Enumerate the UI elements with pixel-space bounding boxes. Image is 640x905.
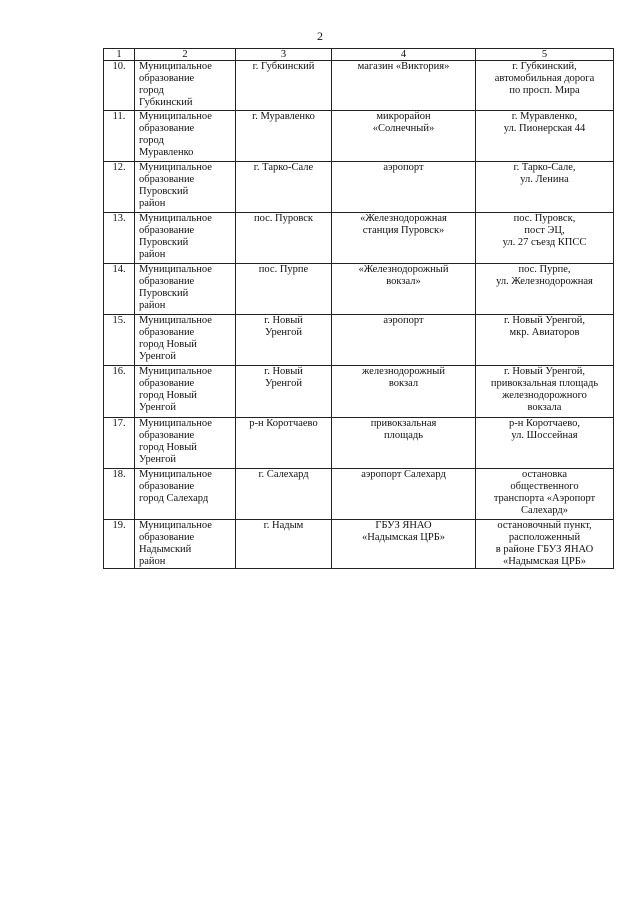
municipality-line: город Новый [139,339,197,350]
address-line: остановка [522,469,567,480]
address-line: железнодорожного [502,390,587,401]
address-line: пост ЭЦ, [524,225,565,236]
stop-line: аэропорт Салехард [361,469,446,480]
municipality-line: Пуровский [139,288,189,299]
table-row [104,469,614,520]
address-line: остановочный пункт, [497,520,592,531]
table-row [104,418,614,469]
locality-cell [236,520,332,569]
column-header-1: 1 [104,49,135,61]
stop-cell [332,61,476,111]
municipality-line: Муниципальное [139,61,212,72]
table-row [104,162,614,213]
municipality-cell [135,162,236,213]
locality-line: г. Муравленко [252,111,315,122]
address-line: Салехард» [521,505,568,516]
stop-line: ГБУЗ ЯНАО [375,520,432,531]
stop-line: «Железнодорожная [360,213,447,224]
stop-cell [332,264,476,315]
address-line: ул. 27 съезд КПСС [502,237,587,248]
row-number: 10. [104,61,135,111]
address-line: ул. Ленина [520,174,569,185]
address-line: г. Тарко-Сале, [513,162,576,173]
locality-cell [236,111,332,162]
municipality-line: образование [139,481,195,492]
stop-cell [332,366,476,418]
stop-cell [332,162,476,213]
municipality-line: образование [139,430,195,441]
locality-line: г. Салехард [258,469,309,480]
locality-cell [236,213,332,264]
locality-cell [236,315,332,366]
address-line: р-н Коротчаево, [508,418,581,429]
page-number: 2 [317,29,323,43]
table-row [104,264,614,315]
address-cell [476,520,614,569]
row-number: 12. [104,162,135,213]
locality-cell [236,61,332,111]
locality-line: Уренгой [265,327,302,338]
municipality-line: Надымский [139,544,192,555]
row-number: 11. [104,111,135,162]
stop-cell [332,213,476,264]
address-cell [476,213,614,264]
address-line: пос. Пуровск, [513,213,576,224]
locality-cell [236,366,332,418]
stop-line: станция Пуровск» [362,225,445,236]
municipality-cell [135,61,236,111]
stop-line: привокзальная [370,418,437,429]
stop-line: аэропорт [383,162,424,173]
address-line: ул. Шоссейная [511,430,578,441]
municipality-line: образование [139,123,195,134]
table-row [104,366,614,418]
municipality-cell [135,520,236,569]
address-cell [476,366,614,418]
municipality-line: Муниципальное [139,418,212,429]
municipality-line: образование [139,276,195,287]
header-row [104,49,614,61]
municipality-line: Уренгой [139,402,176,413]
municipality-line: Муравленко [139,147,194,158]
municipality-line: образование [139,378,195,389]
row-number: 13. [104,213,135,264]
address-line: вокзала [527,402,562,413]
municipality-line: Пуровский [139,237,189,248]
municipality-line: Муниципальное [139,469,212,480]
address-line: г. Новый Уренгой, [503,315,586,326]
locality-line: г. Надым [263,520,304,531]
municipality-line: образование [139,174,195,185]
column-header-4: 4 [332,49,476,61]
locality-cell [236,264,332,315]
address-line: «Надымская ЦРБ» [503,556,586,567]
stop-line: аэропорт [383,315,424,326]
row-number: 15. [104,315,135,366]
stop-cell [332,111,476,162]
address-line: г. Новый Уренгой, [503,366,586,377]
row-number: 18. [104,469,135,520]
table-row [104,213,614,264]
municipality-cell [135,111,236,162]
table-row [104,61,614,111]
municipality-cell [135,469,236,520]
stop-line: «Железнодорожный [358,264,449,275]
column-header-2: 2 [135,49,236,61]
address-line: общественного [510,481,579,492]
locality-cell [236,418,332,469]
address-line: автомобильная дорога [494,73,595,84]
municipality-line: образование [139,532,195,543]
municipality-line: город Салехард [139,493,209,504]
municipality-line: район [139,249,166,260]
address-line: привокзальная площадь [490,378,599,389]
row-number: 16. [104,366,135,418]
address-line: ул. Железнодорожная [496,276,593,287]
stop-cell [332,469,476,520]
municipality-line: город Новый [139,390,197,401]
municipality-line: Пуровский [139,186,189,197]
municipality-line: Уренгой [139,454,176,465]
table-row [104,520,614,569]
municipality-line: город [139,85,164,96]
row-number: 19. [104,520,135,569]
routes-table [103,48,614,569]
table-body [104,61,614,569]
municipality-line: Уренгой [139,351,176,362]
locality-line: г. Тарко-Сале [253,162,314,173]
stop-line: микрорайон [376,111,431,122]
locality-line: пос. Пурпе [258,264,309,275]
row-number: 17. [104,418,135,469]
address-line: пос. Пурпе, [518,264,571,275]
address-line: ул. Пионерская 44 [503,123,586,134]
address-line: расположенный [508,532,581,543]
column-header-3: 3 [236,49,332,61]
municipality-line: город [139,135,164,146]
municipality-line: район [139,198,166,209]
locality-line: пос. Пуровск [253,213,314,224]
municipality-line: Муниципальное [139,520,212,531]
municipality-line: Муниципальное [139,213,212,224]
municipality-line: Губкинский [139,97,193,108]
municipality-line: Муниципальное [139,315,212,326]
address-cell [476,162,614,213]
table-header [104,49,614,61]
stop-line: железнодорожный [362,366,445,377]
table-row [104,315,614,366]
stop-cell [332,418,476,469]
municipality-line: образование [139,327,195,338]
address-cell [476,315,614,366]
municipality-line: Муниципальное [139,162,212,173]
address-cell [476,264,614,315]
address-cell [476,418,614,469]
locality-line: Уренгой [265,378,302,389]
stop-line: площадь [384,430,423,441]
stop-line: «Надымская ЦРБ» [362,532,445,543]
address-line: г. Губкинский, [512,61,577,72]
stop-line: магазин «Виктория» [357,61,450,72]
municipality-line: Муниципальное [139,366,212,377]
address-cell [476,111,614,162]
municipality-line: образование [139,73,195,84]
municipality-line: город Новый [139,442,197,453]
stop-line: вокзал [388,378,419,389]
municipality-line: образование [139,225,195,236]
address-cell [476,61,614,111]
stop-cell [332,315,476,366]
column-header-5: 5 [476,49,614,61]
table-row [104,111,614,162]
locality-line: г. Новый [264,366,303,377]
municipality-line: район [139,556,166,567]
stop-line: «Солнечный» [372,123,435,134]
municipality-cell [135,264,236,315]
municipality-line: Муниципальное [139,111,212,122]
locality-cell [236,162,332,213]
address-line: по просп. Мира [509,85,580,96]
address-cell [476,469,614,520]
municipality-cell [135,315,236,366]
municipality-line: район [139,300,166,311]
locality-line: г. Новый [264,315,303,326]
stop-cell [332,520,476,569]
address-line: в районе ГБУЗ ЯНАО [495,544,594,555]
municipality-cell [135,366,236,418]
locality-line: р-н Коротчаево [249,418,318,429]
municipality-line: Муниципальное [139,264,212,275]
row-number: 14. [104,264,135,315]
address-line: г. Муравленко, [511,111,578,122]
locality-line: г. Губкинский [252,61,315,72]
stop-line: вокзал» [386,276,421,287]
locality-cell [236,469,332,520]
municipality-cell [135,418,236,469]
municipality-cell [135,213,236,264]
address-line: мкр. Авиаторов [509,327,580,338]
address-line: транспорта «Аэропорт [493,493,596,504]
